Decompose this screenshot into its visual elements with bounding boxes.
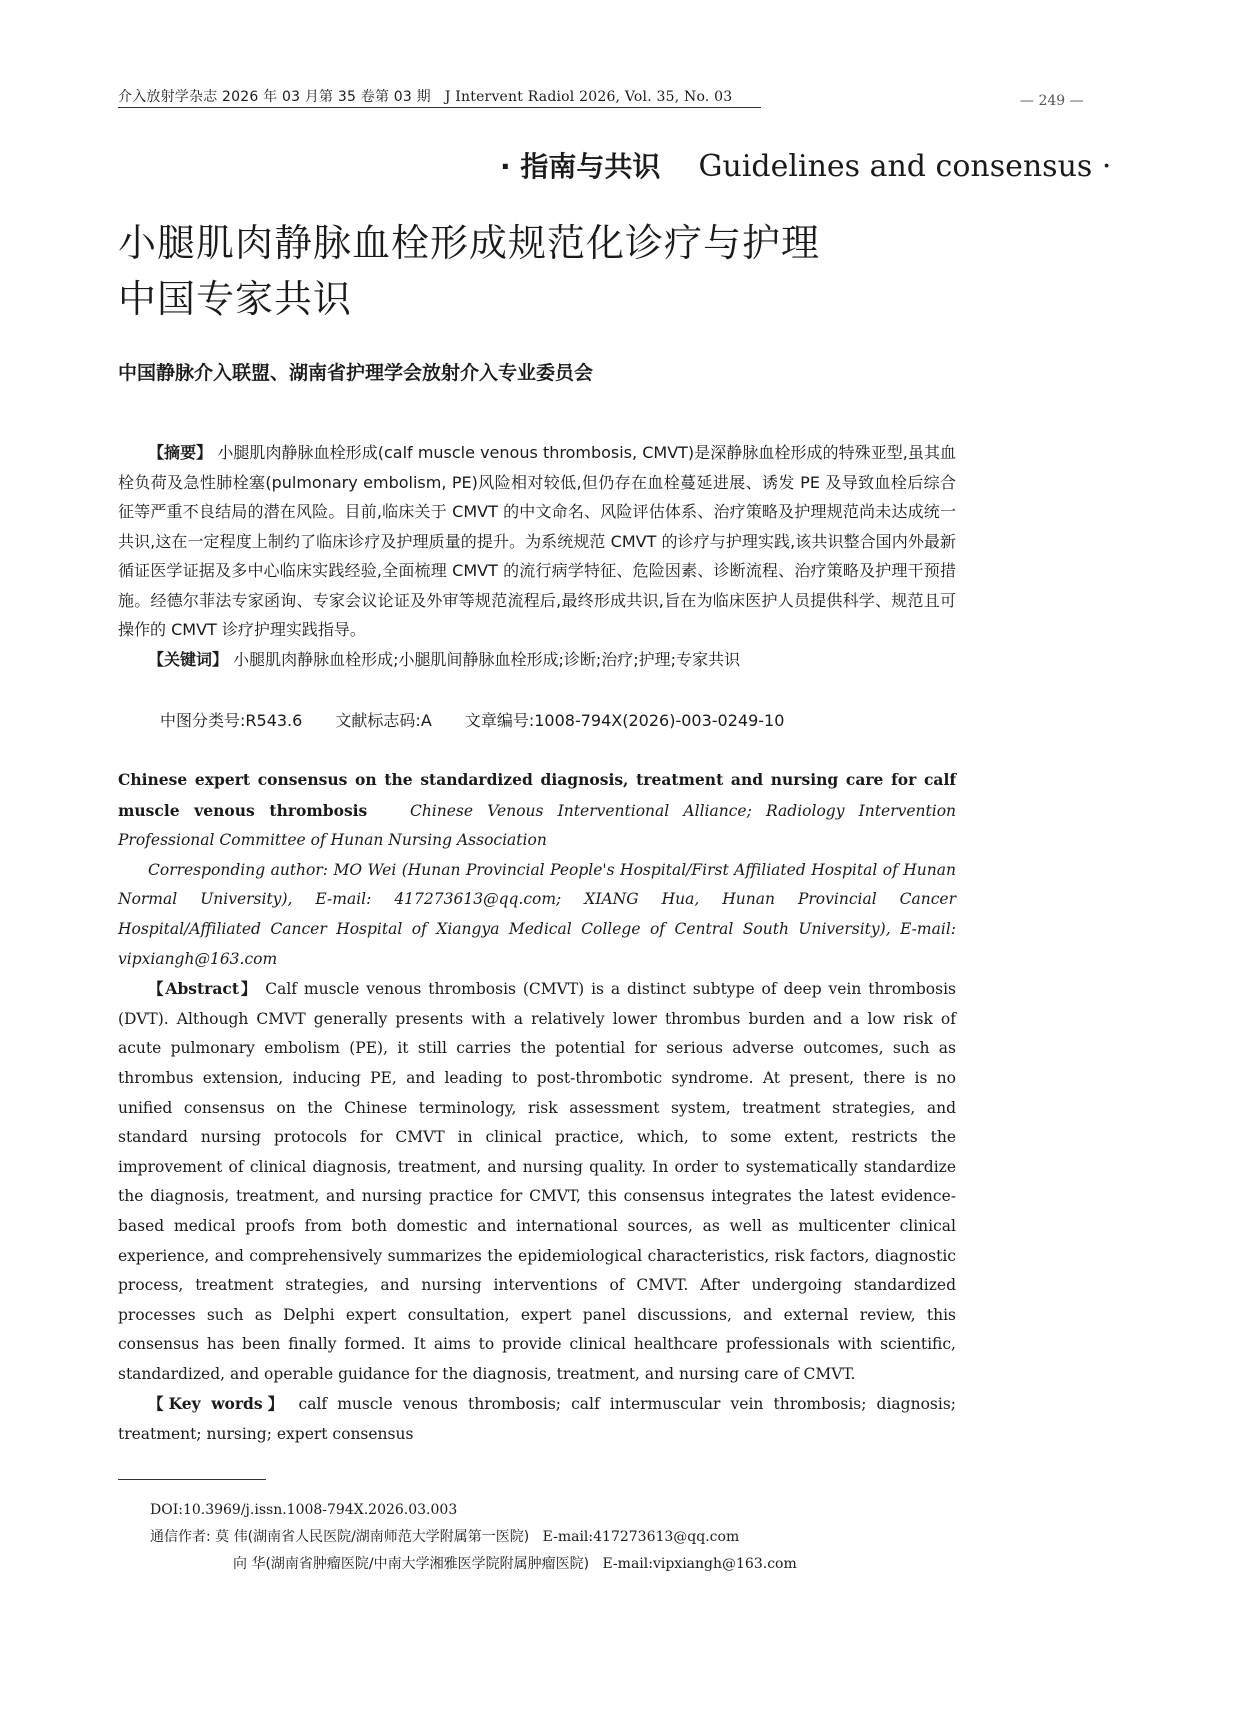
abstract-en-text: Calf muscle venous thrombosis (CMVT) is a distinct subtype of deep vein thrombosis (DVT). Although CMVT generally presents with a relatively lower thrombus burden and a low risk of acute pulmonary embolism (PE), it still carries the potential for serious adverse outcomes, such as thrombus extension, inducing PE, and leading to post-thrombotic syndrome. At present, there is no unified consensus on the Chinese terminology, risk assessment system, treatment strategies, and standard nursing protocols for CMVT in clinical practice, which, to some extent, restricts the improvement of clinical diagnosis, treatment, and nursing quality. In order to systematically standardize the diagnosis, treatment, and nursing practice for CMVT, this consensus integrates the latest evidence-based medical proofs from both domestic and international sources, as well as multicenter clinical experience, and comprehensively summarizes the epidemiological characteristics, risk factors, diagnostic process, treatment strategies, and nursing interventions of CMVT. After undergoing standardized processes such as Delphi expert consultation, expert panel discussions, and external review, this consensus has been finally formed. It aims to provide clinical healthcare professionals with scientific, standardized, and operable guidance for the diagnosis, treatment, and nursing care of CMVT. bbox=[118, 980, 957, 1383]
paper-title bbox=[118, 215, 820, 327]
corresponding-2-affiliation: (湖南省肿瘤医院/中南大学湘雅医学院附属肿瘤医院) bbox=[265, 1556, 590, 1572]
abstract-en-paragraph bbox=[118, 974, 956, 1389]
journal-cn: 介入放射学杂志 2026 年 03 月第 35 卷第 03 期 bbox=[118, 89, 431, 105]
document-code: 文献标志码:A bbox=[335, 711, 432, 730]
keywords-en-paragraph bbox=[118, 1389, 956, 1449]
clc-number: 中图分类号:R543.6 bbox=[160, 711, 303, 730]
paper-title-line1: 小腿肌肉静脉血栓形成规范化诊疗与护理 bbox=[118, 221, 821, 265]
abstract-cn-label: 【摘要】 bbox=[148, 443, 213, 462]
corresponding-1-email: E-mail:417273613@qq.com bbox=[542, 1529, 740, 1545]
classification-line bbox=[160, 708, 812, 731]
corresponding-author-1 bbox=[150, 1524, 797, 1551]
journal-en: J Intervent Radiol 2026, Vol. 35, No. 03 bbox=[444, 89, 733, 105]
corresponding-1-name: 莫 伟 bbox=[215, 1529, 248, 1545]
keywords-cn-paragraph bbox=[118, 645, 956, 675]
section-label-en: Guidelines and consensus · bbox=[698, 149, 1112, 184]
abstract-cn-paragraph bbox=[118, 438, 956, 645]
english-organizations: Chinese Venous Interventional Alliance; Radiology Intervention Professional Committee of Hunan Nursing Association bbox=[118, 801, 957, 850]
keywords-cn-label: 【关键词】 bbox=[148, 649, 229, 669]
abstract-cn-section bbox=[118, 438, 956, 674]
corresponding-author-en: Corresponding author: MO Wei (Hunan Provincial People's Hospital/First Affiliated Hospital of Hunan Normal University), E-mail: 417273613@qq.com; XIANG Hua, Hunan Provincial Cancer Hospital/Affiliated Cancer Hospital of Xiangya Medical College of Central South University), E-mail: vipxiangh@163.com bbox=[118, 860, 956, 968]
footnote-rule bbox=[118, 1479, 266, 1480]
keywords-cn-text: 小腿肌肉静脉血栓形成;小腿肌间静脉血栓形成;诊断;治疗;护理;专家共识 bbox=[233, 649, 741, 669]
corresponding-label: 通信作者: bbox=[150, 1529, 211, 1545]
abstract-cn-text: 小腿肌肉静脉血栓形成(calf muscle venous thrombosis, CMVT)是深静脉血栓形成的特殊亚型,虽其血栓负荷及急性肺栓塞(pulmonary embolism, PE)风险相对较低,但仍存在血栓蔓延进展、诱发 PE 及导致血栓后综合征等严重不良结局的潜在风险。目前,临床关于 CMVT 的中文命名、风险评估体系、治疗策略及护理规范尚未达成统一共识,这在一定程度上制约了临床诊疗及护理质量的提升。为系统规范 CMVT 的诊疗与护理实践,该共识整合国内外最新循证医学证据及多中心临床实践经验,全面梳理 CMVT 的流行病学特征、危险因素、诊断流程、治疗策略及护理干预措施。经德尔菲法专家函询、专家会议论证及外审等规范流程后,最终形成共识,旨在为临床医护人员提供科学、规范且可操作的 CMVT 诊疗护理实践指导。 bbox=[118, 443, 956, 639]
section-label-cn: · 指南与共识 bbox=[500, 150, 661, 183]
corresponding-1-affiliation: (湖南省人民医院/湖南师范大学附属第一医院) bbox=[247, 1529, 530, 1545]
corresponding-author-2 bbox=[150, 1551, 797, 1578]
abstract-en-label: 【Abstract】 bbox=[148, 979, 259, 999]
page-number: — 249 — bbox=[1020, 93, 1084, 109]
section-label bbox=[500, 145, 1111, 185]
corresponding-2-email: E-mail:vipxiangh@163.com bbox=[602, 1556, 797, 1572]
keywords-en-text: calf muscle venous thrombosis; calf intermuscular vein thrombosis; diagnosis; treatment; nursing; expert consensus bbox=[118, 1395, 957, 1444]
article-number: 文章编号:1008-794X(2026)-003-0249-10 bbox=[464, 711, 785, 730]
english-title: Chinese expert consensus on the standardized diagnosis, treatment and nursing care for calf muscle venous thrombosis bbox=[118, 770, 956, 820]
corresponding-2-name: 向 华 bbox=[233, 1556, 266, 1572]
header-rule bbox=[118, 107, 761, 108]
paper-title-line2: 中国专家共识 bbox=[118, 277, 353, 321]
author-organizations: 中国静脉介入联盟、湖南省护理学会放射介入专业委员会 bbox=[118, 362, 594, 384]
footnotes bbox=[150, 1497, 797, 1578]
keywords-en-label: 【Key words】 bbox=[148, 1394, 289, 1414]
english-abstract-section bbox=[118, 765, 956, 1450]
running-header bbox=[118, 86, 732, 106]
english-title-paragraph bbox=[118, 765, 956, 856]
doi-line: DOI:10.3969/j.issn.1008-794X.2026.03.003 bbox=[150, 1502, 458, 1518]
